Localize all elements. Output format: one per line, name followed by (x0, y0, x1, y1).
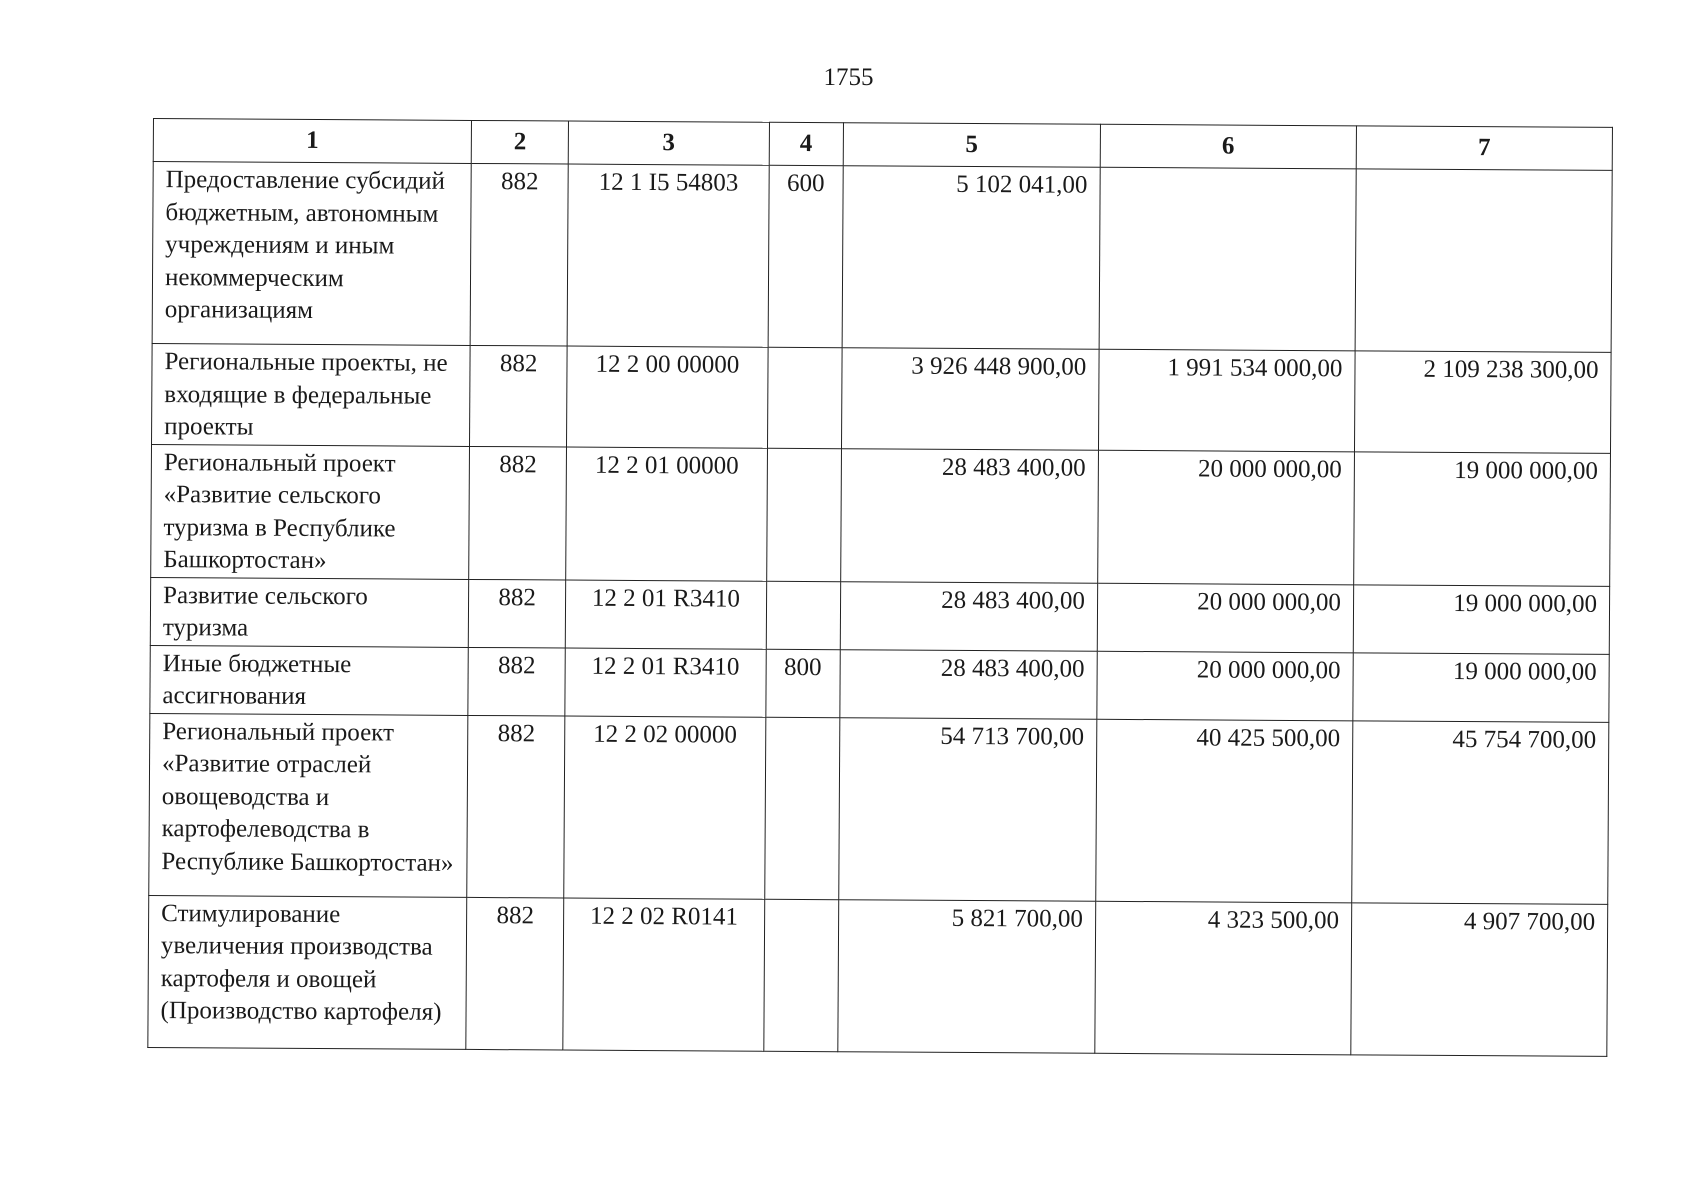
row-name: Региональные проекты, не входящие в федеральные проекты (152, 343, 471, 445)
row-code: 12 2 02 00000 (564, 716, 766, 899)
row-admin: 882 (468, 579, 565, 648)
table-row (150, 645, 1609, 722)
row-code: 12 2 02 R0141 (563, 898, 764, 1051)
row-value-7: 2 109 238 300,00 (1354, 351, 1611, 453)
row-value-5: 28 483 400,00 (840, 448, 1098, 583)
row-code: 12 2 01 R3410 (565, 580, 766, 649)
page-number: 1755 (823, 64, 874, 91)
row-type (764, 717, 839, 899)
header-col-5: 5 (843, 123, 1100, 168)
row-code: 12 1 I5 54803 (567, 164, 769, 347)
table-row (151, 444, 1611, 586)
row-name: Иные бюджетные ассигнования (150, 645, 469, 715)
row-value-6: 20 000 000,00 (1097, 583, 1353, 653)
table-row (149, 713, 1609, 904)
row-admin: 882 (466, 897, 564, 1050)
row-name: Региональный проект «Развитие отраслей овощеводства и картофелеводства в Республике Башкортостан» (149, 713, 468, 897)
row-type (766, 581, 841, 649)
table-row (148, 895, 1608, 1056)
row-admin: 882 (469, 446, 567, 580)
row-type (767, 347, 842, 448)
row-admin: 882 (467, 715, 565, 898)
row-value-7 (1355, 169, 1612, 353)
row-value-6: 4 323 500,00 (1095, 901, 1352, 1055)
header-col-3: 3 (568, 121, 769, 165)
row-name: Развитие сельского туризма (150, 577, 469, 647)
row-code: 12 2 01 R3410 (565, 648, 766, 717)
row-type (763, 899, 838, 1051)
header-col-4: 4 (769, 122, 843, 165)
table-row (152, 162, 1612, 353)
row-value-6: 40 425 500,00 (1096, 719, 1353, 903)
row-name: Стимулирование увеличения производства картофеля и овощей (Производство картофеля) (148, 895, 467, 1049)
row-type (766, 448, 841, 581)
row-value-7: 45 754 700,00 (1352, 720, 1609, 904)
row-value-5: 28 483 400,00 (840, 581, 1098, 651)
header-col-7: 7 (1356, 126, 1612, 171)
row-value-6: 20 000 000,00 (1098, 450, 1355, 585)
budget-table (147, 118, 1613, 1056)
row-type: 800 (765, 649, 840, 717)
row-code: 12 2 01 00000 (566, 447, 767, 581)
row-value-5: 54 713 700,00 (838, 717, 1096, 901)
row-value-5: 3 926 448 900,00 (841, 348, 1099, 450)
row-name: Предоставление субсидий бюджетным, автономным учреждениям и иным некоммерческим организациям (152, 162, 471, 346)
row-value-6 (1099, 167, 1356, 351)
row-admin: 882 (468, 647, 565, 716)
header-col-6: 6 (1100, 124, 1356, 169)
row-code: 12 2 00 00000 (567, 346, 768, 448)
row-value-5: 5 102 041,00 (842, 166, 1100, 350)
row-type: 600 (768, 165, 843, 347)
row-value-6: 1 991 534 000,00 (1098, 349, 1355, 451)
row-value-6: 20 000 000,00 (1097, 651, 1353, 721)
row-name: Региональный проект «Развитие сельского туризма в Республике Башкортостан» (151, 444, 470, 579)
row-value-5: 28 483 400,00 (840, 649, 1098, 719)
table-row (150, 577, 1609, 654)
header-col-1: 1 (153, 119, 471, 164)
row-value-7: 4 907 700,00 (1351, 902, 1608, 1056)
row-admin: 882 (470, 163, 568, 346)
row-admin: 882 (470, 345, 568, 446)
row-value-7: 19 000 000,00 (1354, 451, 1611, 586)
row-value-7: 19 000 000,00 (1353, 584, 1610, 654)
row-value-7: 19 000 000,00 (1353, 652, 1610, 722)
table-row (152, 343, 1612, 452)
row-value-5: 5 821 700,00 (838, 899, 1096, 1053)
header-col-2: 2 (471, 120, 568, 164)
